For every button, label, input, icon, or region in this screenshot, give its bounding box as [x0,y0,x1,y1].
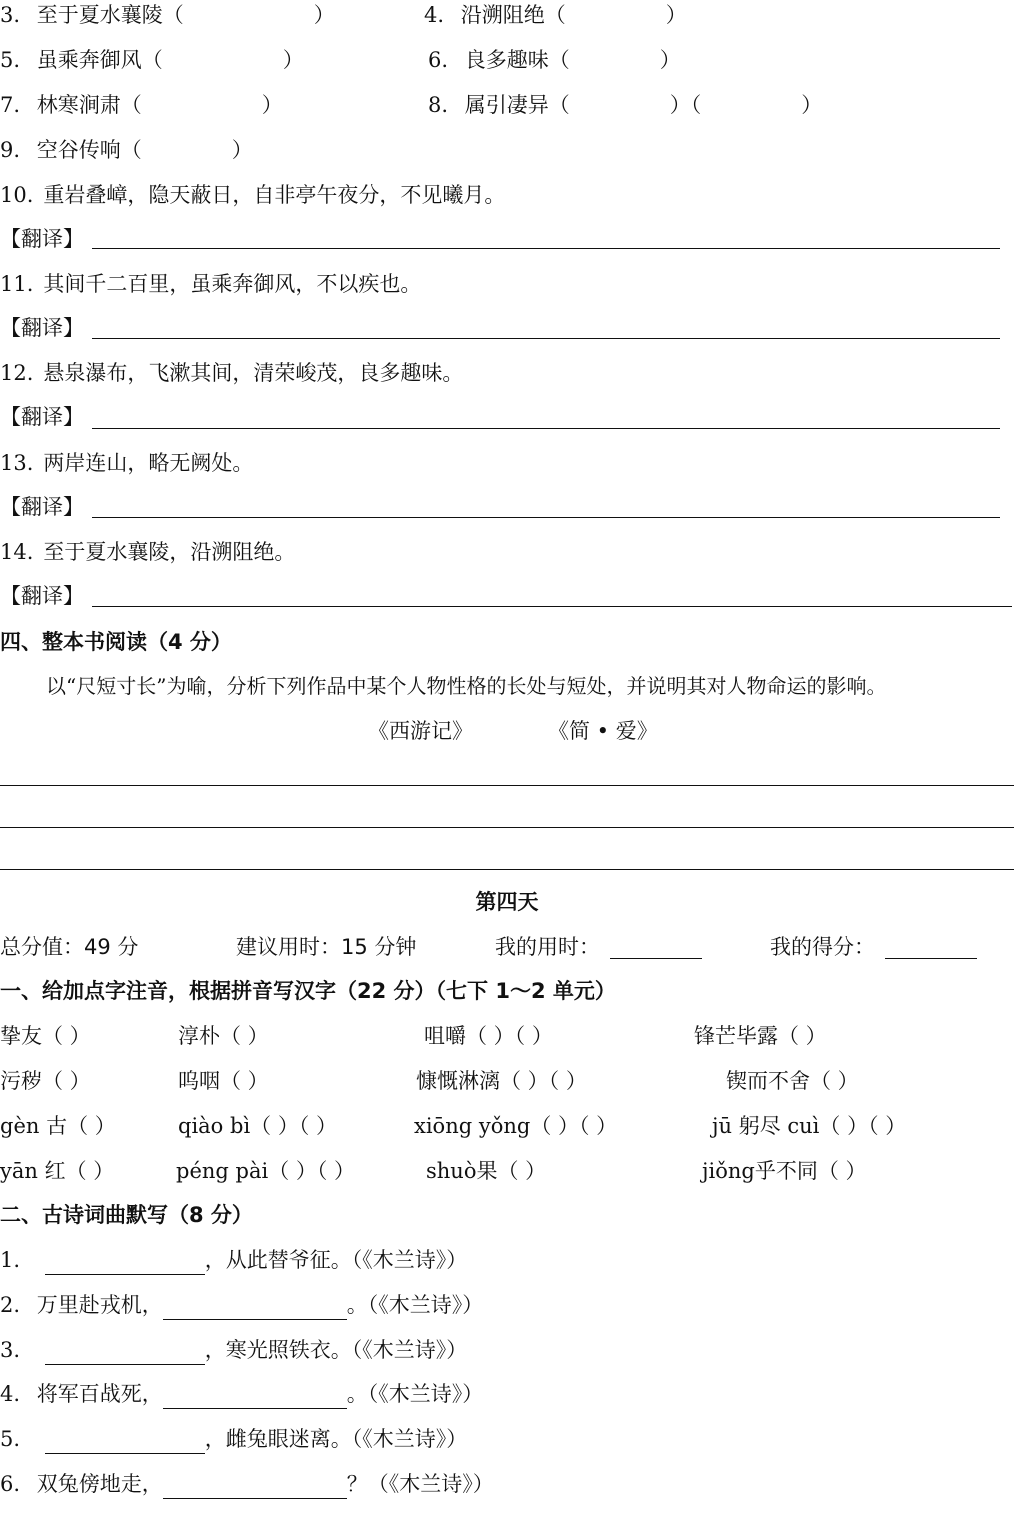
poem-line-4: 4. 将军百战死， 。（《木兰诗》） [0,1379,483,1409]
translation-label: 【翻译】 [0,227,84,251]
translation-label: 【翻译】 [0,584,84,608]
vocab-item-4: 4. 沿溯阻绝（ ） [424,3,687,27]
translation-item-14: 14. 至于夏水襄陵，沿溯阻绝。 [0,540,296,564]
vocab-item-5: 5. 虽乘奔御风（ ） [0,48,304,72]
answer-line[interactable] [0,785,1014,786]
my-score-label: 我的得分： [770,935,875,959]
poem-blank[interactable] [45,1342,205,1365]
pinyin-item: shuò果（ ） [426,1159,547,1183]
total-score: 总分值：49 分 [0,935,139,959]
poem-blank[interactable] [45,1431,205,1454]
pinyin-item: 咀嚼（ ）（ ） [424,1024,553,1048]
pinyin-item: 慷慨淋漓（ ）（ ） [416,1069,587,1093]
answer-line[interactable] [0,827,1014,828]
vocab-item-6: 6. 良多趣味（ ） [428,48,681,72]
poem-blank[interactable] [163,1297,347,1320]
suggested-time: 建议用时：15 分钟 [236,935,417,959]
answer-line[interactable] [92,248,1000,249]
answer-line[interactable] [92,517,1000,518]
pinyin-item: jū 躬尽 cuì（ ）（ ） [712,1114,907,1138]
answer-line[interactable] [92,338,1000,339]
section4-prompt: 以“尺短寸长”为喻，分析下列作品中某个人物性格的长处与短处，并说明其对人物命运的影响。 [46,674,887,698]
vocab-item-8: 8. 属引凄异（ ）（ ） [428,93,823,117]
translation-label: 【翻译】 [0,405,84,429]
answer-line[interactable] [92,428,1000,429]
pinyin-item: péng pài（ ）（ ） [176,1159,356,1183]
my-time-field[interactable] [610,936,702,959]
poem-blank[interactable] [45,1252,205,1275]
poem-line-2: 2. 万里赴戎机， 。（《木兰诗》） [0,1290,483,1320]
pinyin-item: 锋芒毕露（ ） [694,1024,827,1048]
translation-item-13: 13. 两岸连山，略无阙处。 [0,451,254,475]
pinyin-item: xiōng yǒng（ ）（ ） [414,1114,618,1138]
book-title-jane-eyre: 《简 • 爱》 [548,719,658,743]
pinyin-item: 呜咽（ ） [178,1069,269,1093]
section-heading-1: 一、给加点字注音，根据拼音写汉字（22 分）（七下 1～2 单元） [0,979,616,1003]
section-heading-4: 四、整本书阅读（4 分） [0,630,232,654]
poem-line-1: 1. ，从此替爷征。（《木兰诗》） [0,1245,467,1275]
answer-line[interactable] [92,606,1012,607]
poem-blank[interactable] [163,1386,347,1409]
my-time-label: 我的用时： [495,935,600,959]
translation-item-10: 10. 重岩叠嶂，隐天蔽日，自非亭午夜分，不见曦月。 [0,183,506,207]
pinyin-item: qiào bì（ ）（ ） [178,1114,338,1138]
pinyin-item: 淳朴（ ） [178,1024,269,1048]
book-title-xiyouji: 《西游记》 [368,719,473,743]
section-heading-2: 二、古诗词曲默写（8 分） [0,1203,253,1227]
translation-item-11: 11. 其间千二百里，虽乘奔御风，不以疾也。 [0,272,422,296]
poem-line-6: 6. 双兔傍地走， ？（《木兰诗》） [0,1469,494,1499]
translation-label: 【翻译】 [0,495,84,519]
poem-line-5: 5. ，雌兔眼迷离。（《木兰诗》） [0,1424,467,1454]
vocab-item-7: 7. 林寒涧肃（ ） [0,93,283,117]
vocab-item-9: 9. 空谷传响（ ） [0,138,253,162]
pinyin-item: 挚友（ ） [0,1024,91,1048]
translation-label: 【翻译】 [0,316,84,340]
pinyin-item: jiǒng乎不同（ ） [702,1159,867,1183]
answer-line[interactable] [0,869,1014,870]
translation-item-12: 12. 悬泉瀑布，飞漱其间，清荣峻茂，良多趣味。 [0,361,464,385]
my-score-field[interactable] [885,936,977,959]
day-title: 第四天 [475,890,539,914]
pinyin-item: 锲而不舍（ ） [726,1069,859,1093]
pinyin-item: gèn 古（ ） [0,1114,116,1138]
poem-blank[interactable] [163,1476,347,1499]
vocab-item-3: 3. 至于夏水襄陵（ ） [0,3,335,27]
poem-line-3: 3. ，寒光照铁衣。（《木兰诗》） [0,1335,467,1365]
pinyin-item: 污秽（ ） [0,1069,91,1093]
pinyin-item: yān 红（ ） [0,1159,115,1183]
